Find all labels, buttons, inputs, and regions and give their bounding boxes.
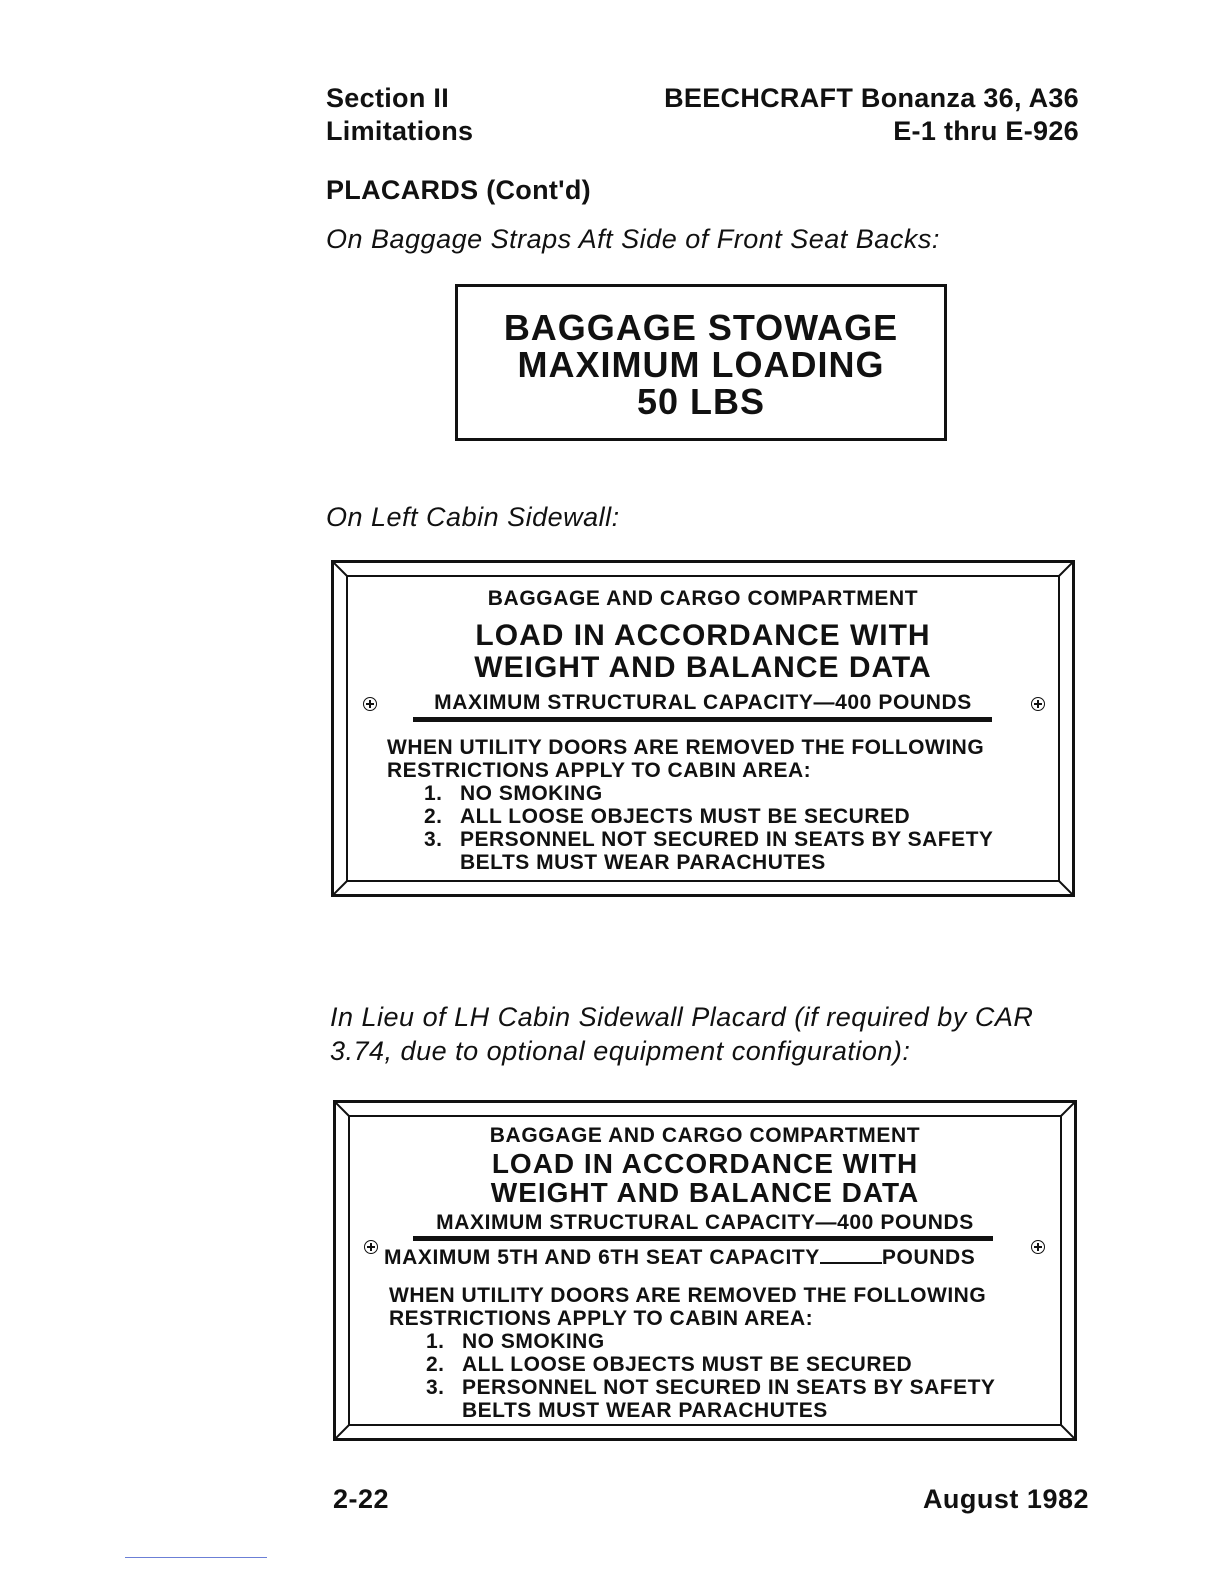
seat-capacity-line (384, 1244, 975, 1270)
link-underline (125, 1557, 267, 1558)
placard3-title: BAGGAGE AND CARGO COMPARTMENT (489, 1124, 921, 1147)
restriction-intro: WHEN UTILITY DOORS ARE REMOVED THE FOLLOWING (389, 1284, 987, 1307)
placard2-load-line2: WEIGHT AND BALANCE DATA (474, 651, 932, 684)
baggage-stowage-placard (455, 284, 947, 441)
placard2-load-line1: LOAD IN ACCORDANCE WITH (475, 619, 931, 652)
seat-capacity-blank (820, 1244, 882, 1264)
placard1-line: MAXIMUM LOADING (517, 344, 885, 385)
placard1-line: 50 LBS (636, 381, 766, 422)
list-item-continuation: BELTS MUST WEAR PARACHUTES (460, 851, 826, 874)
restriction-intro: RESTRICTIONS APPLY TO CABIN AREA: (387, 759, 812, 782)
placard3-load-line1: LOAD IN ACCORDANCE WITH (491, 1148, 919, 1179)
placard2-structural-capacity: MAXIMUM STRUCTURAL CAPACITY—400 POUNDS (434, 691, 972, 714)
section-title: Limitations (326, 116, 474, 146)
serial-range: E-1 thru E-926 (893, 116, 1079, 146)
page-heading: PLACARDS (Cont'd) (326, 175, 591, 205)
list-item: 1. NO SMOKING (426, 1330, 605, 1353)
placard3-load-line2: WEIGHT AND BALANCE DATA (490, 1177, 920, 1208)
list-item: 2. ALL LOOSE OBJECTS MUST BE SECURED (426, 1353, 913, 1376)
screw-icon (1031, 1240, 1045, 1254)
placard2-title: BAGGAGE AND CARGO COMPARTMENT (487, 587, 919, 610)
placard2-divider (413, 717, 992, 722)
section-number: Section II (326, 83, 450, 113)
aircraft-model: BEECHCRAFT Bonanza 36, A36 (664, 83, 1079, 113)
list-item-continuation: BELTS MUST WEAR PARACHUTES (462, 1399, 828, 1422)
placard2-caption: On Left Cabin Sidewall: (326, 502, 620, 532)
placard2-restrictions (387, 736, 993, 874)
list-item: 1. NO SMOKING (424, 782, 603, 805)
page-number: 2-22 (333, 1484, 390, 1514)
placard3-restrictions (389, 1284, 995, 1422)
placard3-caption-line1: In Lieu of LH Cabin Sidewall Placard (if required by CAR (330, 1002, 1034, 1032)
list-item: 3. PERSONNEL NOT SECURED IN SEATS BY SAFETY (426, 1376, 996, 1399)
left-cabin-sidewall-placard (331, 560, 1075, 897)
seat-capacity-unit: POUNDS (881, 1246, 976, 1269)
screw-icon (1031, 697, 1045, 711)
seat-capacity-label: MAXIMUM 5TH AND 6TH SEAT CAPACITY (384, 1246, 820, 1269)
restriction-intro: WHEN UTILITY DOORS ARE REMOVED THE FOLLOWING (387, 736, 985, 759)
revision-date: August 1982 (922, 1484, 1089, 1514)
placard3-divider (413, 1236, 993, 1241)
list-item: 2. ALL LOOSE OBJECTS MUST BE SECURED (424, 805, 911, 828)
restriction-intro: RESTRICTIONS APPLY TO CABIN AREA: (389, 1307, 814, 1330)
screw-icon (363, 697, 377, 711)
placard3-structural-capacity: MAXIMUM STRUCTURAL CAPACITY—400 POUNDS (436, 1211, 974, 1234)
placard3-caption-line2: 3.74, due to optional equipment configuration): (330, 1036, 911, 1066)
placard1-caption: On Baggage Straps Aft Side of Front Seat Backs: (326, 224, 940, 254)
alternate-cabin-sidewall-placard (333, 1100, 1077, 1441)
placard1-line: BAGGAGE STOWAGE (503, 307, 899, 348)
screw-icon (364, 1240, 378, 1254)
list-item: 3. PERSONNEL NOT SECURED IN SEATS BY SAFETY (424, 828, 994, 851)
